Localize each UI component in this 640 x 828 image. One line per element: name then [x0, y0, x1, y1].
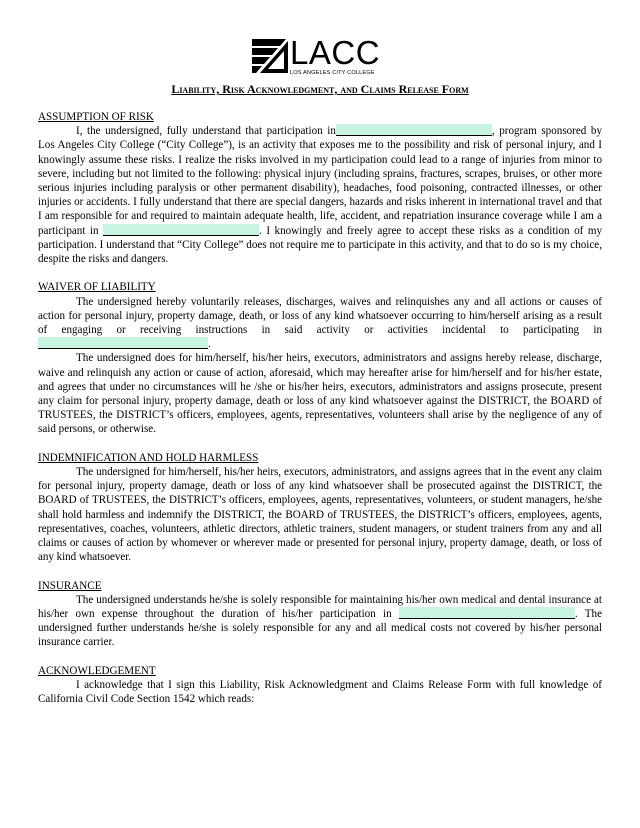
program-name-field-2[interactable]	[103, 224, 259, 236]
program-name-field-1[interactable]	[336, 124, 492, 136]
insurance-text-1: The undersigned understands he/she is solely responsible for maintaining his/her own medical and dental insurance at his/her own expense throughout the duration of his/her participation in	[38, 593, 602, 621]
waiver-text-2: .	[208, 338, 211, 351]
assumption-text-2: , program sponsored by Los Angeles City College (“City College”), is an activity that exposes me to the possibility and risk of personal injury, and I knowingly assume these risks. I realize the risks involved in my participation could lead to a range of injuries from minor to severe, including but not limited to the following: physical injury (including sprains, fractures, scrapes, bruises, or other more serious injuries including paralysis or other permanent disability), headaches, food poisoning, contracted illnesses, or other injuries or accidents. I fully understand that there are special dangers, hazards and risks inherent in international travel and that I am responsible for and required to maintain adequate health, life, accident, and repatriation insurance coverage while I am a participant in	[38, 125, 603, 237]
heading-insurance: INSURANCE	[38, 579, 102, 592]
logo-wordmark: LACC	[290, 34, 381, 71]
paragraph-waiver-2: The undersigned does for him/herself, his/her heirs, executors, administrators and assigns hereby release, discharge, waive and relinquish any action or cause of action, aforesaid, which may hereafter arise for him/herself and for his/her estate, and agrees that under no circumstances will he /she or his/her heirs, executors, administrators and assigns prosecute, present any claim for personal injury, property damage, death or loss of any kind whatsoever against the DISTRICT, the BOARD of TRUSTEES, the DISTRICT’s officers, employees, agents, representatives, volunteers shall arise by the negligence of any of said persons, or otherwise.	[38, 352, 602, 436]
heading-indemnification: INDEMNIFICATION AND HOLD HARMLESS	[38, 451, 259, 464]
lacc-logo	[250, 34, 395, 81]
paragraph-acknowledgement: I acknowledge that I sign this Liability, Risk Acknowledgment and Claims Release Form with full knowledge of California Civil Code Section 1542 which reads:	[38, 679, 602, 706]
form-body	[38, 110, 602, 706]
logo-subtitle: LOS ANGELES CITY COLLEGE	[290, 70, 375, 76]
waiver-text-1: The undersigned hereby voluntarily releases, discharges, waives and relinquishes any and all actions or causes of action for personal injury, property damage, death, or loss of any kind whatsoever occurring to him/herself arising as a result of engaging or receiving instructions in said activity or activities incidental to participating in	[38, 295, 602, 337]
heading-assumption-of-risk: ASSUMPTION OF RISK	[38, 111, 154, 123]
paragraph-indemnification: The undersigned for him/herself, his/her heirs, executors, administrators, and assigns agrees that in the event any claim for personal injury, property damage, death or loss of any kind whatsoever shall be prosecuted against the DISTRICT, the BOARD of TRUSTEES, the DISTRICT’s officers, employees, agents, representatives, volunteers, or student managers, he/she shall hold harmless and indemnify the DISTRICT, the BOARD of TRUSTEES, the DISTRICT’s officers, employees, agents, representatives, coaches, volunteers, athletic directors, athletic trainers, student managers, or student trainers from any and all claims or causes of action by whomever or wherever made or presented for personal injury, property damage, death, or loss of any kind whatsoever.	[38, 466, 602, 564]
insurance-text-2: . The undersigned further understands he/she is solely responsible for any and all medical costs not covered by his/her personal insurance carrier.	[38, 608, 603, 649]
program-name-field-4[interactable]	[399, 607, 575, 619]
paragraph-assumption-of-risk	[38, 124, 602, 266]
heading-waiver-of-liability: WAIVER OF LIABILITY	[38, 281, 156, 294]
lacc-emblem-icon	[250, 37, 290, 77]
heading-acknowledgement: ACKNOWLEDGEMENT	[38, 664, 156, 677]
paragraph-waiver-1	[38, 295, 602, 352]
form-title: Liability, Risk Acknowledgment, and Claims Release Form	[171, 82, 469, 96]
assumption-text-1: I, the undersigned, fully understand that participation in	[76, 125, 336, 138]
paragraph-insurance	[38, 593, 602, 650]
program-name-field-3[interactable]	[38, 337, 208, 349]
assumption-text-3: . I knowingly and freely agree to accept these risks as a condition of my participation. I understand that “City College” does not require me to participate in this activity, and that to do so is my choice, despite the risks and dangers.	[38, 224, 602, 266]
